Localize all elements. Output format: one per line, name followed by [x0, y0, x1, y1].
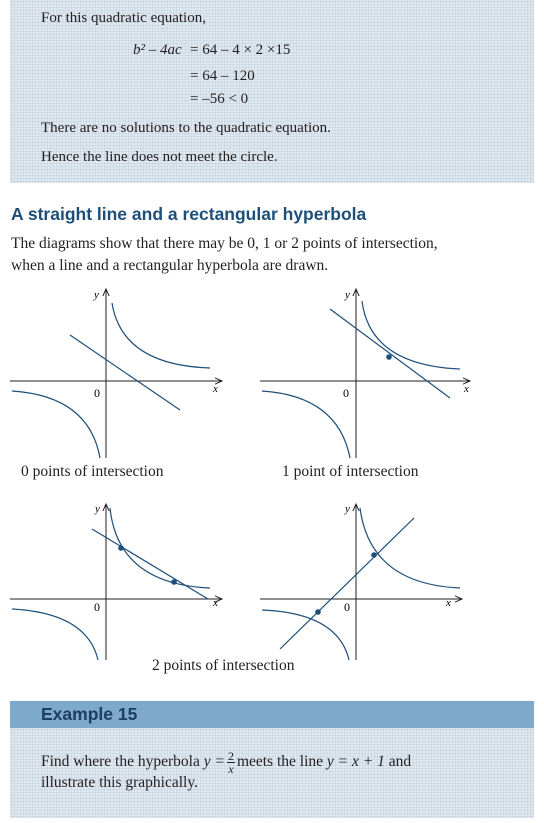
example-question-line-1 — [41, 749, 411, 775]
hyperbola-branch-lower — [262, 391, 350, 458]
hyperbola-branch-upper — [112, 303, 210, 368]
example-header-bar — [10, 701, 534, 728]
section-paragraph-line-2: when a line and a rectangular hyperbola are drawn. — [11, 257, 329, 274]
straight-line — [70, 335, 180, 410]
intersection-point-1 — [118, 545, 124, 551]
y-axis-label: y — [345, 503, 350, 515]
x-axis-label: x — [213, 597, 218, 609]
hyperbola-branch-upper — [362, 301, 460, 369]
hyperbola-fraction — [227, 750, 235, 775]
fraction-numerator: 2 — [227, 748, 234, 763]
conclusion-line-1: There are no solutions to the quadratic equation. — [41, 120, 331, 136]
origin-label: 0 — [94, 386, 100, 400]
y-axis-label: y — [345, 289, 350, 301]
hyperbola-equation-lhs: y = — [203, 753, 225, 770]
section-heading: A straight line and a rectangular hyperbola — [11, 204, 367, 224]
intersection-point-2 — [171, 579, 177, 585]
example-box — [10, 728, 534, 818]
discriminant-lhs — [133, 41, 182, 59]
tangent-line — [330, 309, 450, 398]
discriminant-expression: b² – 4ac — [133, 42, 182, 58]
hyperbola-branch-lower — [12, 391, 100, 458]
straight-line — [280, 518, 414, 649]
x-axis-label: x — [213, 383, 218, 395]
fraction-denominator: x — [228, 761, 234, 776]
caption-two-intersections: 2 points of intersection — [152, 657, 295, 674]
intersection-point-2 — [371, 552, 377, 558]
y-axis-label: y — [95, 503, 100, 515]
intersection-point-1 — [315, 609, 321, 615]
graph-zero-intersections — [0, 283, 272, 463]
origin-label: 0 — [343, 386, 349, 400]
conclusion-line-2: Hence the line does not meet the circle. — [41, 149, 278, 165]
caption-zero-intersections: 0 points of intersection — [21, 463, 164, 480]
discriminant-line-2: = 64 – 120 — [190, 68, 255, 84]
example-text-after: and — [388, 753, 412, 770]
hyperbola-branch-lower — [262, 610, 349, 660]
y-axis-label: y — [94, 289, 99, 301]
hyperbola-branch-upper — [360, 508, 460, 588]
x-axis-label: x — [446, 597, 451, 609]
hyperbola-branch-upper — [110, 508, 210, 588]
graph-one-intersection — [252, 283, 524, 463]
example-question-line-2: illustrate this graphically. — [41, 774, 198, 791]
section-paragraph-line-1: The diagrams show that there may be 0, 1 or 2 points of intersection, — [11, 235, 438, 252]
example-text-middle: meets the line — [236, 753, 324, 770]
graph-two-intersections-negative-slope — [0, 500, 272, 660]
hyperbola-branch-lower — [12, 609, 98, 660]
origin-label: 0 — [94, 600, 100, 614]
graph-two-intersections-positive-slope — [252, 500, 524, 660]
discriminant-line-1: = 64 – 4 × 2 ×15 — [190, 42, 291, 58]
example-title: Example 15 — [41, 704, 138, 724]
line-equation: y = x + 1 — [326, 753, 385, 770]
solution-box — [10, 0, 534, 183]
solution-intro: For this quadratic equation, — [41, 10, 206, 26]
x-axis-label: x — [464, 383, 469, 395]
caption-one-intersection: 1 point of intersection — [282, 463, 419, 480]
intersection-point — [386, 354, 392, 360]
example-text-before: Find where the hyperbola — [41, 753, 200, 770]
straight-line — [92, 529, 208, 599]
origin-label: 0 — [344, 600, 350, 614]
discriminant-line-3: = –56 < 0 — [190, 91, 249, 107]
